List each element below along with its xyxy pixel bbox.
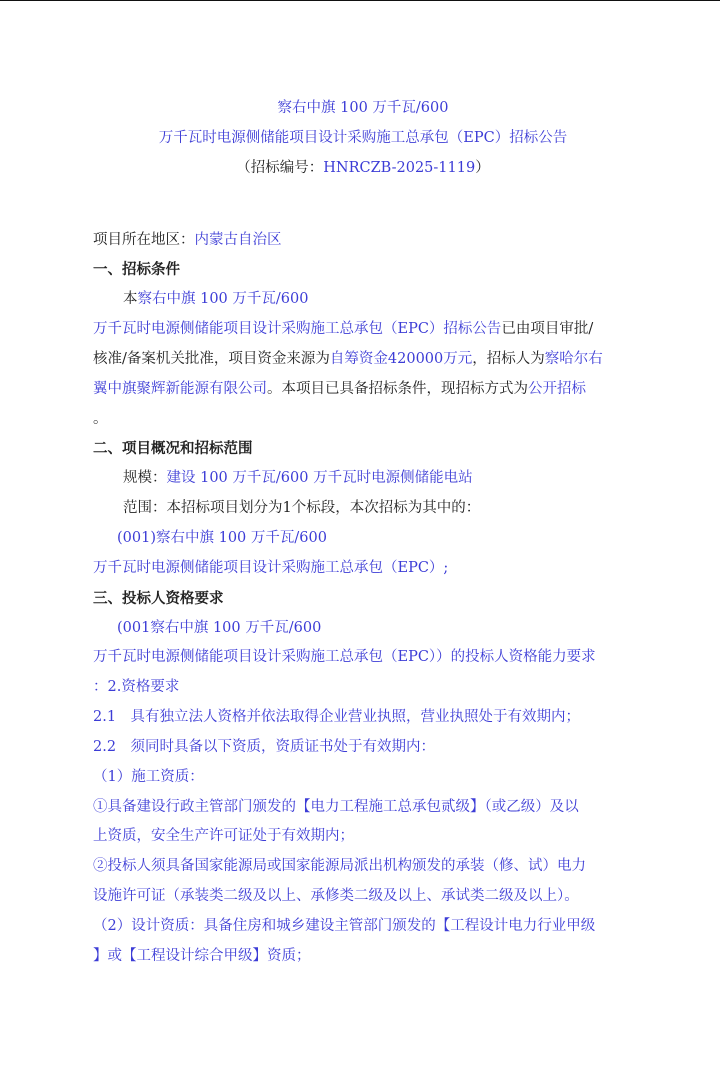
highlighted-text: 万千瓦时电源侧储能项目设计采购施工总承包（EPC）招标公告 — [158, 129, 568, 146]
paragraph-line — [93, 464, 633, 494]
text: 范围：本招标项目划分为1个标段，本次招标为其中的： — [123, 500, 481, 517]
paragraph-line — [93, 852, 633, 882]
highlighted-text: HNRCZB-2025-1119 — [323, 159, 476, 176]
section-heading — [93, 584, 633, 614]
title-line-2 — [93, 124, 633, 154]
section-heading — [93, 255, 633, 285]
text: 本 — [123, 291, 138, 308]
paragraph-line — [93, 763, 633, 793]
highlighted-text: 2.2 须同时具备以下资质，资质证书处于有效期内： — [93, 738, 436, 755]
page-top-border — [0, 0, 720, 1]
text: 规模： — [123, 470, 167, 487]
highlighted-text: ：2.资格要求 — [93, 679, 180, 696]
highlighted-text: 公开招标 — [528, 380, 586, 397]
paragraph-line — [93, 912, 633, 942]
highlighted-text: 2.1 具有独立法人资格并依法取得企业营业执照，营业执照处于有效期内； — [93, 709, 581, 726]
highlighted-text: 察右中旗 100 万千瓦/600 — [277, 100, 449, 116]
highlighted-text: ①具备建设行政主管部门颁发的【电力工程施工总承包贰级】（或乙级）及以 — [93, 798, 579, 815]
highlighted-text: (001)察右中旗 100 万千瓦/600 — [117, 529, 327, 546]
highlighted-text: 万千瓦时电源侧储能项目设计采购施工总承包（EPC））的投标人资格能力要求 — [93, 649, 596, 666]
paragraph-line — [93, 643, 633, 673]
paragraph-line — [93, 554, 633, 584]
paragraph-line — [93, 285, 633, 315]
text: 已由项目审批/ — [501, 321, 594, 338]
text: ） — [475, 159, 490, 176]
paragraph-line — [93, 375, 633, 405]
text: 。 — [93, 410, 108, 427]
highlighted-text: 建设 100 万千瓦/600 万千瓦时电源侧储能电站 — [166, 470, 473, 487]
paragraph-line — [93, 614, 633, 644]
paragraph-line — [93, 882, 633, 912]
highlighted-text: 万千瓦时电源侧储能项目设计采购施工总承包（EPC）招标公告 — [93, 321, 502, 338]
document-page — [93, 94, 633, 972]
highlighted-text: （2）设计资质：具备住房和城乡建设主管部门颁发的【工程设计电力行业甲级 — [93, 917, 596, 934]
paragraph-line — [93, 703, 633, 733]
text: （招标编号： — [236, 159, 324, 176]
paragraph-line — [93, 226, 633, 256]
paragraph-line — [93, 822, 633, 852]
highlighted-text: 】或【工程设计综合甲级】资质； — [93, 947, 311, 964]
highlighted-text: （1）施工资质： — [93, 768, 204, 785]
highlighted-text: 翼中旗聚辉新能源有限公司 — [93, 380, 267, 397]
highlighted-text: 设施许可证（承装类二级及以上、承修类二级及以上、承试类二级及以上）。 — [93, 888, 579, 905]
text: ，招标人为 — [472, 350, 545, 367]
highlighted-text: ②投标人须具备国家能源局或国家能源局派出机构颁发的承装（修、试）电力 — [93, 858, 586, 875]
text: 一、招标条件 — [93, 261, 180, 279]
text: 核准/备案机关批准，项目资金来源为 — [93, 350, 330, 367]
spacer — [93, 184, 633, 226]
highlighted-text: 上资质，安全生产许可证处于有效期内； — [93, 828, 354, 845]
tender-number — [93, 154, 633, 184]
highlighted-text: (001察右中旗 100 万千瓦/600 — [117, 619, 322, 636]
highlighted-text: 万千瓦时电源侧储能项目设计采购施工总承包（EPC）; — [93, 559, 449, 576]
paragraph-line — [93, 942, 633, 972]
paragraph-line — [93, 315, 633, 345]
highlighted-text: 自筹资金420000万元 — [329, 350, 473, 367]
highlighted-text: 内蒙古自治区 — [194, 231, 282, 248]
section-heading — [93, 434, 633, 464]
paragraph-line — [93, 793, 633, 823]
paragraph-line — [93, 524, 633, 554]
highlighted-text: 察右中旗 100 万千瓦/600 — [137, 291, 309, 308]
document-body — [93, 226, 633, 972]
paragraph-line — [93, 405, 633, 435]
text: 二、项目概况和招标范围 — [93, 440, 253, 458]
paragraph-line — [93, 345, 633, 375]
paragraph-line — [93, 733, 633, 763]
highlighted-text: 察哈尔右 — [544, 350, 603, 367]
title-line-1 — [93, 94, 633, 124]
paragraph-line — [93, 494, 633, 524]
paragraph-line — [93, 673, 633, 703]
text: 三、投标人资格要求 — [93, 589, 224, 607]
text: 项目所在地区： — [93, 231, 195, 248]
text: 。本项目已具备招标条件，现招标方式为 — [267, 380, 528, 397]
